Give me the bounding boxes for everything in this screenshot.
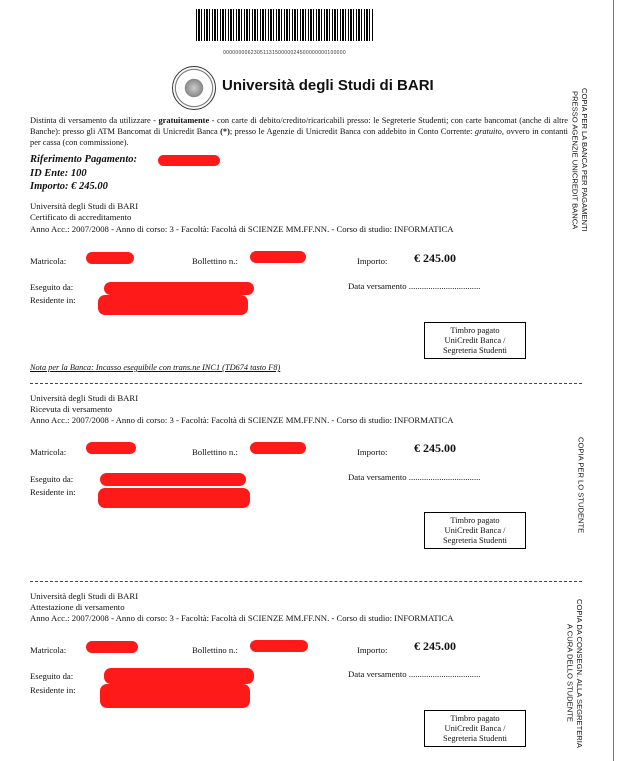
section-amount: € 245.00 bbox=[414, 251, 456, 265]
intro-text-3: ; presso le Agenzie di Unicredit Banca con addebito in Conto Corrente: bbox=[229, 127, 475, 136]
stamp-line: Timbro pagato bbox=[450, 515, 500, 525]
section-university: Università degli Studi di BARI bbox=[30, 591, 139, 601]
intro-text-1: Distinta di versamento da utilizzare - bbox=[30, 116, 159, 125]
intro-italic: gratuito bbox=[474, 127, 502, 136]
data-versamento-label: Data versamento ................................. bbox=[348, 281, 481, 291]
bank-note: Nota per la Banca: Incasso eseguibile con trans.ne INC1 (TD674 tasto F8) bbox=[30, 363, 281, 372]
stamp-line: Segreteria Studenti bbox=[443, 733, 507, 743]
payment-stamp-box bbox=[424, 710, 526, 747]
side-label: COPIA DA CONSEGN. ALLA SEGRETERIA A CURA DELLO STUDENTE bbox=[565, 598, 584, 748]
redaction-mark bbox=[86, 641, 138, 653]
eseguito-label: Eseguito da: bbox=[30, 282, 74, 292]
section-amount: € 245.00 bbox=[414, 639, 456, 653]
redaction-mark bbox=[100, 684, 250, 708]
cut-line bbox=[30, 581, 582, 582]
barcode-number: 0000000062305113150000024500000000100000 bbox=[223, 50, 346, 56]
intro-text-4: , ovvero in contanti per cassa (con commissione). bbox=[30, 127, 569, 147]
redaction-mark bbox=[104, 282, 254, 295]
residente-label: Residente in: bbox=[30, 487, 76, 497]
intro-text-2: - con carte di debito/credito/ricaricabili presso: le Segreterie Studenti; con carte bancomat (anche di altre Banche): presso gli ATM Bancomat di Unicredit Banca bbox=[30, 116, 569, 136]
section-doc-type: Certificato di accreditamento bbox=[30, 212, 132, 222]
cut-line bbox=[30, 383, 582, 384]
stamp-line: Segreteria Studenti bbox=[443, 535, 507, 545]
importo-label: Importo: bbox=[357, 447, 388, 457]
section-course-line: Anno Acc.: 2007/2008 - Anno di corso: 3 - Facoltà: Facoltà di SCIENZE MM.FF.NN. - Corso di studio: INFORMATICA bbox=[30, 415, 454, 425]
section-doc-type: Attestazione di versamento bbox=[30, 602, 125, 612]
section-course-line: Anno Acc.: 2007/2008 - Anno di corso: 3 - Facoltà: Facoltà di SCIENZE MM.FF.NN. - Corso di studio: INFORMATICA bbox=[30, 613, 454, 623]
page-edge bbox=[613, 0, 614, 761]
intro-paragraph bbox=[30, 115, 568, 148]
matricola-label: Matricola: bbox=[30, 447, 67, 457]
stamp-line: UniCredit Banca / bbox=[444, 335, 506, 345]
eseguito-label: Eseguito da: bbox=[30, 474, 74, 484]
matricola-label: Matricola: bbox=[30, 256, 67, 266]
matricola-label: Matricola: bbox=[30, 645, 67, 655]
payment-stamp-box bbox=[424, 512, 526, 549]
redaction-mark bbox=[86, 442, 136, 454]
payment-stamp-box bbox=[424, 322, 526, 359]
barcode bbox=[196, 9, 373, 41]
section-university: Università degli Studi di BARI bbox=[30, 393, 139, 403]
redaction-mark bbox=[98, 295, 248, 315]
redaction-mark bbox=[86, 252, 134, 264]
section-doc-type: Ricevuta di versamento bbox=[30, 404, 113, 414]
redaction-mark bbox=[98, 488, 250, 508]
section-course-line: Anno Acc.: 2007/2008 - Anno di corso: 3 - Facoltà: Facoltà di SCIENZE MM.FF.NN. - Corso di studio: INFORMATICA bbox=[30, 224, 454, 234]
ente-label: ID Ente: 100 bbox=[30, 168, 87, 179]
bollettino-label: Bollettino n.: bbox=[192, 447, 238, 457]
side-label: COPIA PER LO STUDENTE bbox=[576, 436, 586, 534]
stamp-line: Timbro pagato bbox=[450, 713, 500, 723]
stamp-line: Segreteria Studenti bbox=[443, 345, 507, 355]
bollettino-label: Bollettino n.: bbox=[192, 256, 238, 266]
stamp-line: Timbro pagato bbox=[450, 325, 500, 335]
redaction-mark bbox=[250, 640, 308, 652]
importo-label: Importo: bbox=[357, 645, 388, 655]
intro-bold-2: (*) bbox=[220, 127, 230, 136]
stamp-line: UniCredit Banca / bbox=[444, 723, 506, 733]
eseguito-label: Eseguito da: bbox=[30, 671, 74, 681]
ref-label: Riferimento Pagamento: bbox=[30, 154, 138, 165]
intro-bold-1: gratuitamente bbox=[158, 116, 210, 125]
redaction-mark bbox=[158, 155, 220, 166]
section-university: Università degli Studi di BARI bbox=[30, 201, 139, 211]
data-versamento-label: Data versamento ................................. bbox=[348, 472, 481, 482]
data-versamento-label: Data versamento ................................. bbox=[348, 669, 481, 679]
bollettino-label: Bollettino n.: bbox=[192, 645, 238, 655]
redaction-mark bbox=[250, 442, 306, 454]
page-title: Università degli Studi di BARI bbox=[222, 77, 434, 94]
importo-label: Importo: bbox=[357, 256, 388, 266]
redaction-mark bbox=[104, 668, 254, 684]
residente-label: Residente in: bbox=[30, 295, 76, 305]
redaction-mark bbox=[100, 473, 246, 486]
stamp-line: UniCredit Banca / bbox=[444, 525, 506, 535]
residente-label: Residente in: bbox=[30, 685, 76, 695]
side-label: COPIA PER LA BANCA PER PAGAMENTI PRESSO AGENZIE UNICREDIT BANCA bbox=[570, 88, 589, 232]
section-amount: € 245.00 bbox=[414, 441, 456, 455]
university-seal-icon bbox=[172, 66, 216, 110]
amount-label: Importo: € 245.00 bbox=[30, 181, 108, 192]
redaction-mark bbox=[250, 251, 306, 263]
